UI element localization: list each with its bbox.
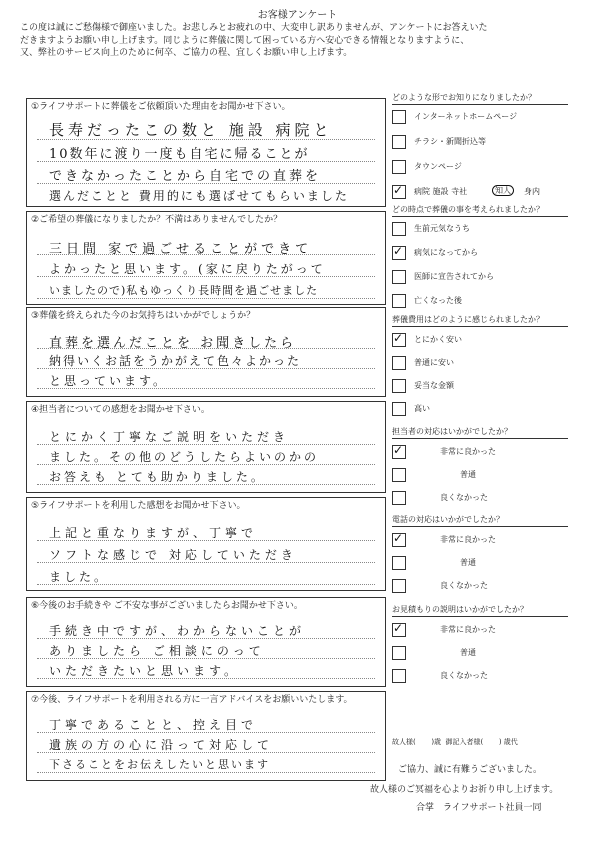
intro-line: この度は誠にご愁傷様で御座いました。お悲しみとお疲れの中、大変申し訳ありませんが、アンケートにお答えいた xyxy=(20,23,488,33)
question-4-box[interactable] xyxy=(26,401,386,493)
option-label-circled: 知人 xyxy=(492,185,514,196)
question-7-label: ⑦今後、ライフサポートを利用される方に一言アドバイスをお願いいたします。 xyxy=(31,695,353,705)
option-label: タウンページ xyxy=(414,162,462,171)
checkbox[interactable] xyxy=(392,270,406,284)
checkbox[interactable] xyxy=(392,294,406,308)
option-label: 良くなかった xyxy=(440,581,488,590)
checkbox[interactable] xyxy=(392,579,406,593)
question-3-answer-line: 納得いくお話をうかがえて色々よかった xyxy=(49,354,302,368)
question-2-answer-line: よかったと思います。(家に戻りたがって xyxy=(49,262,326,276)
checkbox[interactable] xyxy=(392,669,406,683)
question-2-box[interactable] xyxy=(26,211,386,305)
checkbox[interactable] xyxy=(392,556,406,570)
check-mark: ✓ xyxy=(393,443,404,457)
question-1-label: ①ライフサポートに葬儀をご依頼頂いた理由をお聞かせ下さい。 xyxy=(31,102,291,112)
question-1-box[interactable] xyxy=(26,98,386,207)
option-label: 非常に良かった xyxy=(440,535,496,544)
question-2-answer-line: いましたので)私もゆっくり長時間を過ごせました xyxy=(49,284,319,297)
question-6-answer-line: ありましたら ご相談にのって xyxy=(49,644,265,658)
thanks-text: ご協力、誠に有難うございました。 xyxy=(398,765,543,775)
check-mark: ✓ xyxy=(393,531,404,545)
option-label: 普通 xyxy=(460,558,476,567)
signature-text: 合掌 ライフサポート社員一同 xyxy=(416,803,542,813)
option-label: 病院 施設 寺社 xyxy=(414,187,468,196)
question-7-box[interactable] xyxy=(26,691,386,781)
question-4-answer-line: ました。その他のどうしたらよいのかの xyxy=(49,450,320,464)
option-label: 良くなかった xyxy=(440,671,488,680)
question-1-answer-line: できなかったことから自宅での直葬を xyxy=(49,169,322,184)
question-3-box[interactable] xyxy=(26,307,386,397)
question-3-answer-line: と思っています。 xyxy=(49,374,169,388)
check-mark: ✓ xyxy=(393,244,404,258)
question-5-answer-line: ました。 xyxy=(49,570,110,584)
option-label: 非常に良かった xyxy=(440,625,496,634)
question-5-label: ⑤ライフサポートを利用した感想をお聞かせ下さい。 xyxy=(31,501,246,511)
checkbox[interactable] xyxy=(392,110,406,124)
source-section-title: どのような形でお知りになりましたか？ xyxy=(392,92,568,105)
option-label: 生前元気なうち xyxy=(414,224,470,233)
question-1-answer-line: 長寿だったこの数と 施設 病院と xyxy=(49,121,333,139)
option-label: 高い xyxy=(414,404,430,413)
checkbox[interactable] xyxy=(392,222,406,236)
checkbox[interactable] xyxy=(392,402,406,416)
timing-section-title: どの時点で葬儀の事を考えられましたか？ xyxy=(392,204,568,217)
checkbox[interactable] xyxy=(392,379,406,393)
deceased-info: 故人様( )歳 御記入者様( ) 歳代 xyxy=(392,738,518,746)
intro-text xyxy=(20,22,580,60)
question-6-label: ⑥今後のお手続きや ご不安な事がございましたらお聞かせ下さい。 xyxy=(31,601,303,611)
question-4-answer-line: お答えも とても助かりました。 xyxy=(49,470,266,484)
question-4-answer-line: とにかく丁寧なご説明をいただき xyxy=(49,430,290,444)
question-6-answer-line: 手続き中ですが、わからないことが xyxy=(49,624,306,638)
check-mark: ✓ xyxy=(393,183,404,197)
cost-section-title: 葬儀費用はどのように感じられましたか？ xyxy=(392,314,568,327)
question-4-label: ④担当者についての感想をお聞かせ下さい。 xyxy=(31,405,210,415)
question-5-answer-line: 上記と重なりますが、丁寧で xyxy=(49,526,258,540)
intro-line: だきますようお願い申し上げます。同じように葬儀に関して困っている方へ安心できる情報となりますように、 xyxy=(20,35,470,46)
question-7-answer-line: 遺族の方の心に沿って対応して xyxy=(49,738,274,752)
option-label: 普通 xyxy=(460,648,476,657)
question-6-answer-line: いただきたいと思います。 xyxy=(49,664,241,678)
checkbox[interactable] xyxy=(392,646,406,660)
option-label: 普通に安い xyxy=(414,358,454,367)
option-label: とにかく安い xyxy=(414,335,462,344)
option-label: 医師に宣告されてから xyxy=(414,272,494,281)
option-label: 普通 xyxy=(460,470,476,479)
prayer-text: 故人様のご冥福を心よりお祈り申し上げます。 xyxy=(370,785,559,795)
checkbox[interactable] xyxy=(392,160,406,174)
question-6-box[interactable] xyxy=(26,597,386,687)
question-7-answer-line: 下さることをお伝えしたいと思います xyxy=(49,758,270,771)
question-7-answer-line: 丁寧であることと、控え目で xyxy=(49,718,258,732)
question-1-answer-line: 10数年に渡り一度も自宅に帰ることが xyxy=(49,147,310,162)
option-label: 亡くなった後 xyxy=(414,296,462,305)
question-3-label: ③葬儀を終えられた今のお気持ちはいかがでしょうか？ xyxy=(31,311,256,321)
option-label: 身内 xyxy=(524,187,540,196)
question-5-box[interactable] xyxy=(26,497,386,591)
phone-section-title: 電話の対応はいかがでしたか？ xyxy=(392,514,568,527)
option-label: インターネットホームページ xyxy=(414,112,518,121)
staff-section-title: 担当者の対応はいかがでしたか？ xyxy=(392,426,568,439)
option-label: 非常に良かった xyxy=(440,447,496,456)
estimate-section-title: お見積もりの説明はいかがでしたか？ xyxy=(392,604,568,617)
intro-line: 又、弊社のサービス向上のために何卒、ご協力の程、宜しくお願い申し上げます。 xyxy=(20,48,353,58)
page-title: お客様アンケート xyxy=(257,10,338,21)
question-2-label: ②ご希望の葬儀になりましたか？不満はありませんでしたか？ xyxy=(31,215,283,225)
question-2-answer-line: 三日間 家で過ごせることができて xyxy=(49,242,313,257)
check-mark: ✓ xyxy=(393,621,404,635)
option-label: チラシ・新聞折込等 xyxy=(414,137,486,146)
question-3-answer-line: 直葬を選んだことを お聞きしたら xyxy=(49,336,297,351)
checkbox[interactable] xyxy=(392,468,406,482)
question-1-answer-line: 選んだことと 費用的にも選ばせてもらいました xyxy=(49,189,349,203)
option-label: 病気になってから xyxy=(414,248,478,257)
checkbox[interactable] xyxy=(392,491,406,505)
checkbox[interactable] xyxy=(392,135,406,149)
check-mark: ✓ xyxy=(393,331,404,345)
option-label: 妥当な金額 xyxy=(414,381,454,390)
option-label: 良くなかった xyxy=(440,493,488,502)
checkbox[interactable] xyxy=(392,356,406,370)
question-5-answer-line: ソフトな感じで 対応していただき xyxy=(49,548,297,562)
